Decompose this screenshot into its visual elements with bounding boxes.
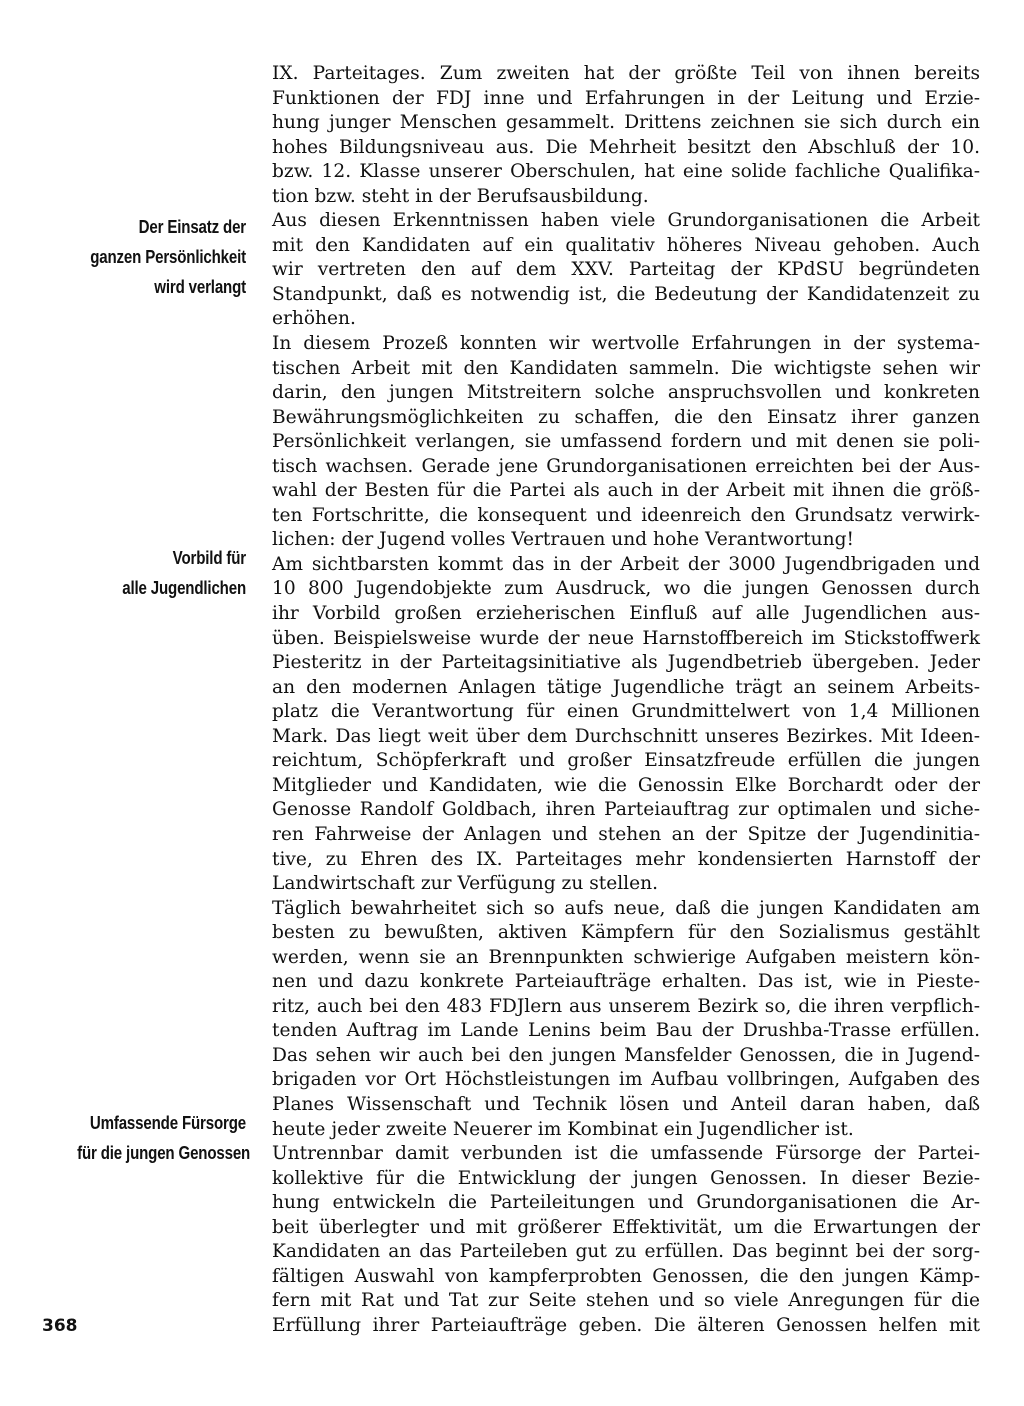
text-line: Bewährungsmöglichkeiten zu schaffen, die den Einsatz ihrer ganzen (272, 406, 980, 428)
text-line: tischen Arbeit mit den Kandidaten sammeln. Die wichtigste sehen wir (272, 357, 980, 379)
text-line: Aus diesen Erkenntnissen haben viele Grundorganisationen die Arbeit (272, 210, 980, 232)
text-line: Standpunkt, daß es notwendig ist, die Bedeutung der Kandidatenzeit zu (272, 283, 980, 305)
sidebar-heading-vorbild (77, 543, 246, 603)
body-text (272, 62, 980, 1338)
text-line: beit überlegter und mit größerer Effektivität, um die Erwartungen der (272, 1216, 980, 1238)
sidebar-heading-line: Vorbild für (172, 547, 246, 568)
sidebar-heading-line: ganzen Persönlichkeit (90, 246, 246, 267)
text-line: tion bzw. steht in der Berufsausbildung. (272, 185, 649, 207)
text-line: Piesteritz in der Parteitagsinitiative als Jugendbetrieb übergeben. Jeder (272, 652, 980, 674)
paragraph (272, 553, 980, 897)
text-line: Persönlichkeit verlangen, sie umfassend fordern und mit denen sie poli- (272, 431, 980, 453)
text-line: Landwirtschaft zur Verfügung zu stellen. (272, 873, 659, 895)
text-line: an den modernen Anlagen tätige Jugendliche trägt an seinem Arbeits- (272, 676, 980, 698)
text-line: tenden Auftrag im Lande Lenins beim Bau der Drushba-Trasse erfüllen. (272, 1020, 980, 1042)
text-line: werden, wenn sie an Brennpunkten schwierige Aufgaben meistern kön- (272, 946, 980, 968)
text-line: platz die Verantwortung für einen Grundmittelwert von 1,4 Millionen (272, 701, 980, 723)
text-line: IX. Parteitages. Zum zweiten hat der größte Teil von ihnen bereits (272, 63, 980, 84)
sidebar-heading-line: für die jungen Genossen (77, 1142, 251, 1163)
text-line: kollektive für die Entwicklung der jungen Genossen. In dieser Bezie- (272, 1167, 980, 1189)
sidebar-heading-line: alle Jugendlichen (122, 577, 246, 598)
text-line: ritz, auch bei den 483 FDJlern aus unserem Bezirk so, die ihren verpflich- (272, 995, 980, 1017)
text-line: hung junger Menschen gesammelt. Drittens zeichnen sie sich durch ein (272, 112, 980, 134)
text-line: darin, den jungen Mitstreitern solche anspruchsvollen und konkreten (272, 382, 980, 404)
text-line: Untrennbar damit verbunden ist die umfassende Fürsorge der Partei- (272, 1143, 980, 1165)
text-line: Genosse Randolf Goldbach, ihren Parteiauftrag zur optimalen und siche- (272, 799, 980, 821)
text-line: reichtum, Schöpferkraft und großer Einsatzfreude erfüllen die jungen (272, 750, 980, 772)
paragraph (272, 62, 980, 209)
text-line: Täglich bewahrheitet sich so aufs neue, daß die jungen Kandidaten am (272, 897, 980, 919)
text-line: Das sehen wir auch bei den jungen Mansfelder Genossen, die in Jugend- (272, 1044, 980, 1066)
paragraph (272, 209, 980, 332)
text-line: Am sichtbarsten kommt das in der Arbeit der 3000 Jugendbrigaden und (272, 553, 980, 575)
text-line: üben. Beispielsweise wurde der neue Harnstoffbereich im Stickstoffwerk (272, 627, 980, 649)
text-line: hung entwickeln die Parteileitungen und Grundorganisationen die Ar- (272, 1192, 980, 1214)
paragraph (272, 897, 980, 1142)
text-line: fältigen Auswahl von kampferprobten Genossen, die den jungen Kämp- (272, 1265, 980, 1287)
text-line: Funktionen der FDJ inne und Erfahrungen in der Leitung und Erzie- (272, 87, 980, 109)
sidebar-heading-line: Der Einsatz der (138, 216, 246, 237)
sidebar-heading-line: wird verlangt (154, 276, 246, 297)
text-line: mit den Kandidaten auf ein qualitativ höheres Niveau gehoben. Auch (272, 234, 980, 256)
text-line: fern mit Rat und Tat zur Seite stehen und so viele Anregungen für die (272, 1290, 980, 1312)
sidebar-heading-einsatz (77, 212, 246, 302)
text-line: brigaden vor Ort Höchstleistungen im Aufbau vollbringen, Aufgaben des (272, 1069, 980, 1091)
paragraph (272, 1142, 980, 1338)
text-line: lichen: der Jugend volles Vertrauen und hohe Verantwortung! (272, 529, 854, 551)
sidebar-heading-fuersorge (77, 1108, 251, 1168)
text-line: nen und dazu konkrete Parteiaufträge erhalten. Das ist, wie in Pieste- (272, 971, 980, 993)
text-line: ren Fahrweise der Anlagen und stehen an der Spitze der Jugendinitia- (272, 823, 980, 845)
paragraph (272, 332, 980, 553)
text-line: Mitglieder und Kandidaten, wie die Genossin Elke Borchardt oder der (272, 774, 980, 796)
text-line: erhöhen. (272, 308, 356, 330)
text-line: Mark. Das liegt weit über dem Durchschnitt unseres Bezirkes. Mit Ideen- (272, 725, 980, 747)
text-line: Kandidaten an das Parteileben gut zu erfüllen. Das beginnt bei der sorg- (272, 1241, 980, 1263)
text-line: tive, zu Ehren des IX. Parteitages mehr kondensierten Harnstoff der (272, 848, 980, 870)
text-line: tisch wachsen. Gerade jene Grundorganisationen erreichten bei der Aus- (272, 455, 980, 477)
text-line: heute jeder zweite Neuerer im Kombinat ein Jugendlicher ist. (272, 1118, 854, 1140)
text-line: bzw. 12. Klasse unserer Oberschulen, hat eine solide fachliche Qualifika- (272, 161, 980, 183)
text-line: 10 800 Jugendobjekte zum Ausdruck, wo die jungen Genossen durch (272, 578, 980, 600)
text-line: Erfüllung ihrer Parteiaufträge geben. Die älteren Genossen helfen mit (272, 1314, 980, 1336)
text-line: wir vertreten den auf dem XXV. Parteitag der KPdSU begründeten (272, 259, 980, 281)
text-line: Planes Wissenschaft und Technik lösen und Anteil daran haben, daß (272, 1093, 980, 1115)
text-line: In diesem Prozeß konnten wir wertvolle Erfahrungen in der systema- (272, 333, 980, 355)
text-line: wahl der Besten für die Partei als auch in der Arbeit mit ihnen die größ- (272, 480, 980, 502)
page-number: 368 (42, 1316, 78, 1336)
text-line: hohes Bildungsniveau aus. Die Mehrheit besitzt den Abschluß der 10. (272, 136, 980, 158)
text-line: ten Fortschritte, die konsequent und ideenreich den Grundsatz verwirk- (272, 504, 980, 526)
text-line: besten zu bewußten, aktiven Kämpfern für den Sozialismus gestählt (272, 922, 980, 944)
text-line: ihr Vorbild großen erzieherischen Einfluß auf alle Jugendlichen aus- (272, 603, 980, 625)
sidebar-heading-line: Umfassende Fürsorge (89, 1112, 246, 1133)
